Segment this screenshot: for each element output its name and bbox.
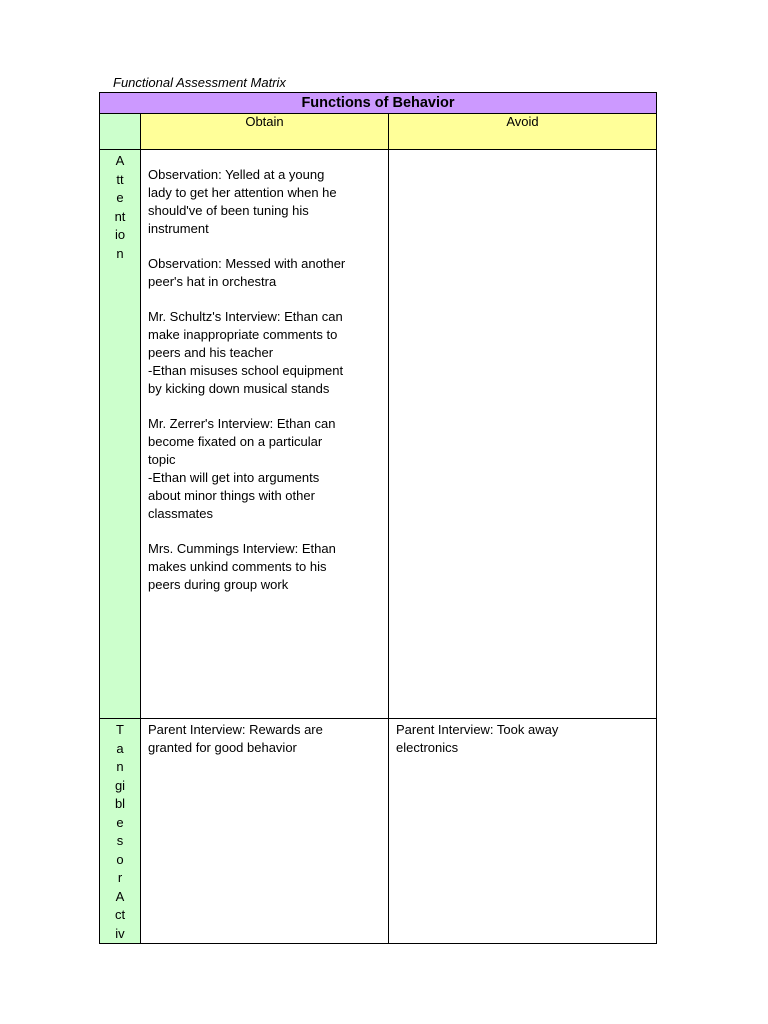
entry-paragraph: Parent Interview: Rewards are granted for good behavior: [148, 722, 323, 755]
tangibles-obtain-cell: [141, 719, 389, 944]
tangibles-row-label: [100, 719, 141, 944]
row-label-line: r: [117, 870, 123, 885]
functional-assessment-table: [99, 92, 657, 944]
row-label-line: a: [116, 740, 124, 756]
attention-row-label: [100, 150, 141, 719]
avoid-column-header: Avoid: [389, 114, 657, 150]
row-label-line: bl: [114, 796, 126, 811]
entry-paragraph: Mr. Schultz's Interview: Ethan can make inappropriate comments to peers and his teacher -Ethan misuses school equipment by kicking down musical stands: [148, 309, 344, 396]
row-label-line: o: [116, 851, 124, 867]
row-label-line: s: [116, 833, 124, 848]
corner-cell: [100, 114, 141, 150]
row-label-line: nt: [114, 208, 126, 224]
row-label-line: A: [115, 153, 125, 168]
row-label-line: ct: [114, 907, 126, 922]
entry-paragraph: Observation: Yelled at a young lady to get her attention when he should've of been tuning his instrument: [148, 167, 337, 236]
obtain-column-header: Obtain: [141, 114, 389, 150]
row-label-line: A: [115, 888, 125, 904]
tangibles-row: [100, 719, 657, 944]
tangibles-avoid-cell: [389, 719, 657, 944]
row-label-line: n: [116, 245, 124, 261]
functions-of-behavior-header: Functions of Behavior: [100, 93, 657, 114]
entry-paragraph: Mr. Zerrer's Interview: Ethan can become fixated on a particular topic -Ethan will get into arguments about minor things with other classmates: [148, 416, 336, 521]
row-label-line: e: [116, 190, 124, 205]
row-label-line: iv: [115, 925, 125, 941]
row-label-line: tt: [116, 171, 124, 187]
entry-paragraph: Observation: Messed with another peer's hat in orchestra: [148, 256, 346, 289]
attention-avoid-cell: [389, 150, 657, 719]
row-label-line: gi: [114, 777, 126, 793]
column-header-row: [100, 114, 657, 150]
row-label-line: e: [116, 814, 124, 830]
row-label-line: n: [116, 759, 124, 774]
document-title: Functional Assessment Matrix: [113, 75, 286, 90]
entry-paragraph: Mrs. Cummings Interview: Ethan makes unkind comments to his peers during group work: [148, 541, 336, 592]
attention-row: [100, 150, 657, 719]
row-label-line: T: [116, 722, 124, 737]
attention-obtain-cell: [141, 150, 389, 719]
entry-paragraph: Parent Interview: Took away electronics: [396, 722, 559, 755]
table-header-row: [100, 93, 657, 114]
row-label-line: io: [114, 227, 126, 242]
